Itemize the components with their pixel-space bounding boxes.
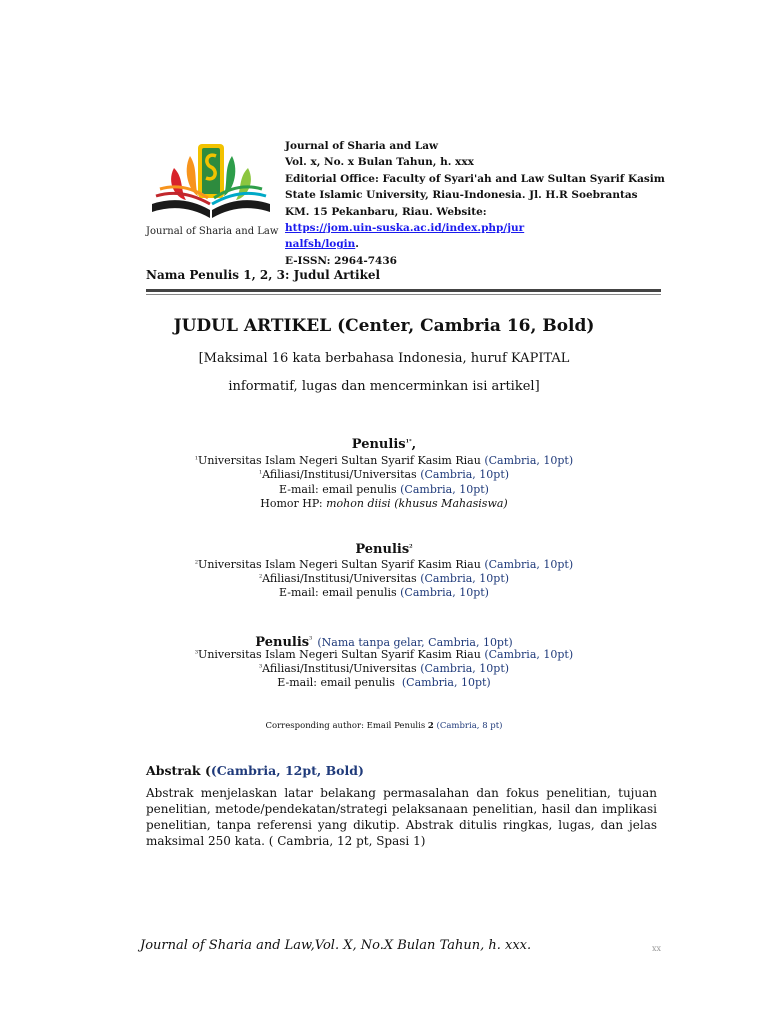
author-3-email-note: (Cambria, 10pt) <box>401 676 491 689</box>
author-2-affil-sup: 2 <box>258 573 263 580</box>
author-2-university-line <box>0 558 768 571</box>
author-2-university: Universitas Islam Negeri Sultan Syarif Kasim Riau <box>198 558 481 571</box>
page-number: xx <box>652 944 662 953</box>
journal-name: Journal of Sharia and Law <box>285 140 439 152</box>
eissn: E-ISSN: 2964-7436 <box>285 254 397 267</box>
abstract-heading-note: (Cambria, 12pt, Bold) <box>210 763 364 778</box>
author-1-affil-sup: 1 <box>258 469 263 476</box>
title-guideline-line1: [Maksimal 16 kata berbahasa Indonesia, huruf KAPITAL <box>198 351 570 366</box>
author-3-email: E-mail: email penulis <box>277 676 395 689</box>
author-1-email: E-mail: email penulis <box>279 483 397 496</box>
author-1-phone-value: mohon diisi (khusus Mahasiswa) <box>326 497 508 510</box>
author-3-sup: 3 <box>309 635 313 642</box>
abstract-heading-paren-open: ( <box>204 763 211 778</box>
author-2-sup: 2 <box>409 543 413 550</box>
author-2-name: Penulis <box>355 542 410 557</box>
author-1-affiliation-line <box>0 468 768 481</box>
website-link[interactable] <box>285 222 524 250</box>
author-1-phone-line <box>0 497 768 510</box>
author-2-email: E-mail: email penulis <box>279 586 397 599</box>
running-head: Nama Penulis 1, 2, 3: Judul Artikel <box>146 268 381 282</box>
header-rule-thin <box>146 294 661 295</box>
author-2-affil-note: (Cambria, 10pt) <box>420 572 510 585</box>
abstract-heading <box>146 763 364 778</box>
author-1-suffix: , <box>411 437 417 452</box>
page-footer: Journal of Sharia and Law,Vol. X, No.X Bulan Tahun, h. xxx. <box>140 938 532 953</box>
author-3-affiliation-line <box>0 662 768 675</box>
author-1-name: Penulis <box>351 437 406 452</box>
author-1-affil-note: (Cambria, 10pt) <box>420 468 510 481</box>
website-link-line2: nalfsh/login <box>285 238 356 251</box>
author-3-email-line <box>0 676 768 689</box>
author-3-affil-note: (Cambria, 10pt) <box>420 662 510 675</box>
journal-info <box>285 138 665 269</box>
author-3-affil-sup: 3 <box>258 663 263 670</box>
author-3-university: Universitas Islam Negeri Sultan Syarif Kasim Riau <box>198 648 481 661</box>
author-1-phone-label: Homor HP: <box>260 497 323 510</box>
author-1-university-line <box>0 454 768 467</box>
author-1-university: Universitas Islam Negeri Sultan Syarif Kasim Riau <box>198 454 481 467</box>
corresponding-note: (Cambria, 8 pt) <box>436 721 503 731</box>
author-3-univ-note: (Cambria, 10pt) <box>484 648 574 661</box>
abstract-body: Abstrak menjelaskan latar belakang permasalahan dan fokus penelitian, tujuan penelitian, metode/pendekatan/strategi pelaksanaan penelitian, hasil dan implikasi penelitian, tanpa referensi yang dikutip. Abstrak ditulis ringkas, lugas, dan jelas maksimal 250 kata. ( Cambria, 12 pt, Spasi 1) <box>146 786 657 848</box>
author-1-univ-sup: 1 <box>194 455 199 462</box>
journal-volume: Vol. x, No. x Bulan Tahun, h. xxx <box>285 156 474 169</box>
corresponding-label: Corresponding author: Email Penulis <box>265 721 426 731</box>
author-2-email-line <box>0 586 768 599</box>
author-1-email-line <box>0 483 768 496</box>
author-1-name-line <box>0 437 768 452</box>
author-2-name-line <box>0 542 768 557</box>
journal-header <box>146 138 665 268</box>
author-1-affiliation: Afiliasi/Institusi/Universitas <box>262 468 417 481</box>
header-rule-thick <box>146 289 661 292</box>
author-3-affiliation: Afiliasi/Institusi/Universitas <box>262 662 417 675</box>
logo-caption: Journal of Sharia and Law <box>146 226 279 237</box>
website-link-line1: https://jom.uin-suska.ac.id/index.php/jur <box>285 222 525 235</box>
article-title: JUDUL ARTIKEL (Center, Cambria 16, Bold) <box>173 316 595 336</box>
editorial-office: Editorial Office: Faculty of Syari'ah and Law Sultan Syarif Kasim State Islamic University, Riau-Indonesia. Jl. H.R Soebrantas KM. 15 Pekanbaru, Riau. Website: <box>285 172 665 218</box>
author-2-affiliation: Afiliasi/Institusi/Universitas <box>262 572 417 585</box>
author-1-email-note: (Cambria, 10pt) <box>400 483 489 496</box>
author-2-email-note: (Cambria, 10pt) <box>400 586 489 599</box>
website-link-period: . <box>355 238 359 251</box>
author-1-sup: 1* <box>405 438 412 445</box>
title-guideline-line2: informatif, lugas dan mencerminkan isi artikel] <box>228 379 540 394</box>
author-3-name-note: (Nama tanpa gelar, Cambria, 10pt) <box>317 636 513 649</box>
website-link-block <box>285 220 665 253</box>
corresponding-author-line <box>0 721 768 731</box>
author-3-university-line <box>0 648 768 661</box>
author-2-univ-note: (Cambria, 10pt) <box>484 558 574 571</box>
author-2-univ-sup: 2 <box>194 559 199 566</box>
author-3-univ-sup: 3 <box>194 649 199 656</box>
abstract-heading-label: Abstrak <box>146 763 201 778</box>
author-3-name: Penulis <box>255 635 310 650</box>
corresponding-number: 2 <box>427 721 434 731</box>
author-2-affiliation-line <box>0 572 768 585</box>
author-1-univ-note: (Cambria, 10pt) <box>484 454 574 467</box>
